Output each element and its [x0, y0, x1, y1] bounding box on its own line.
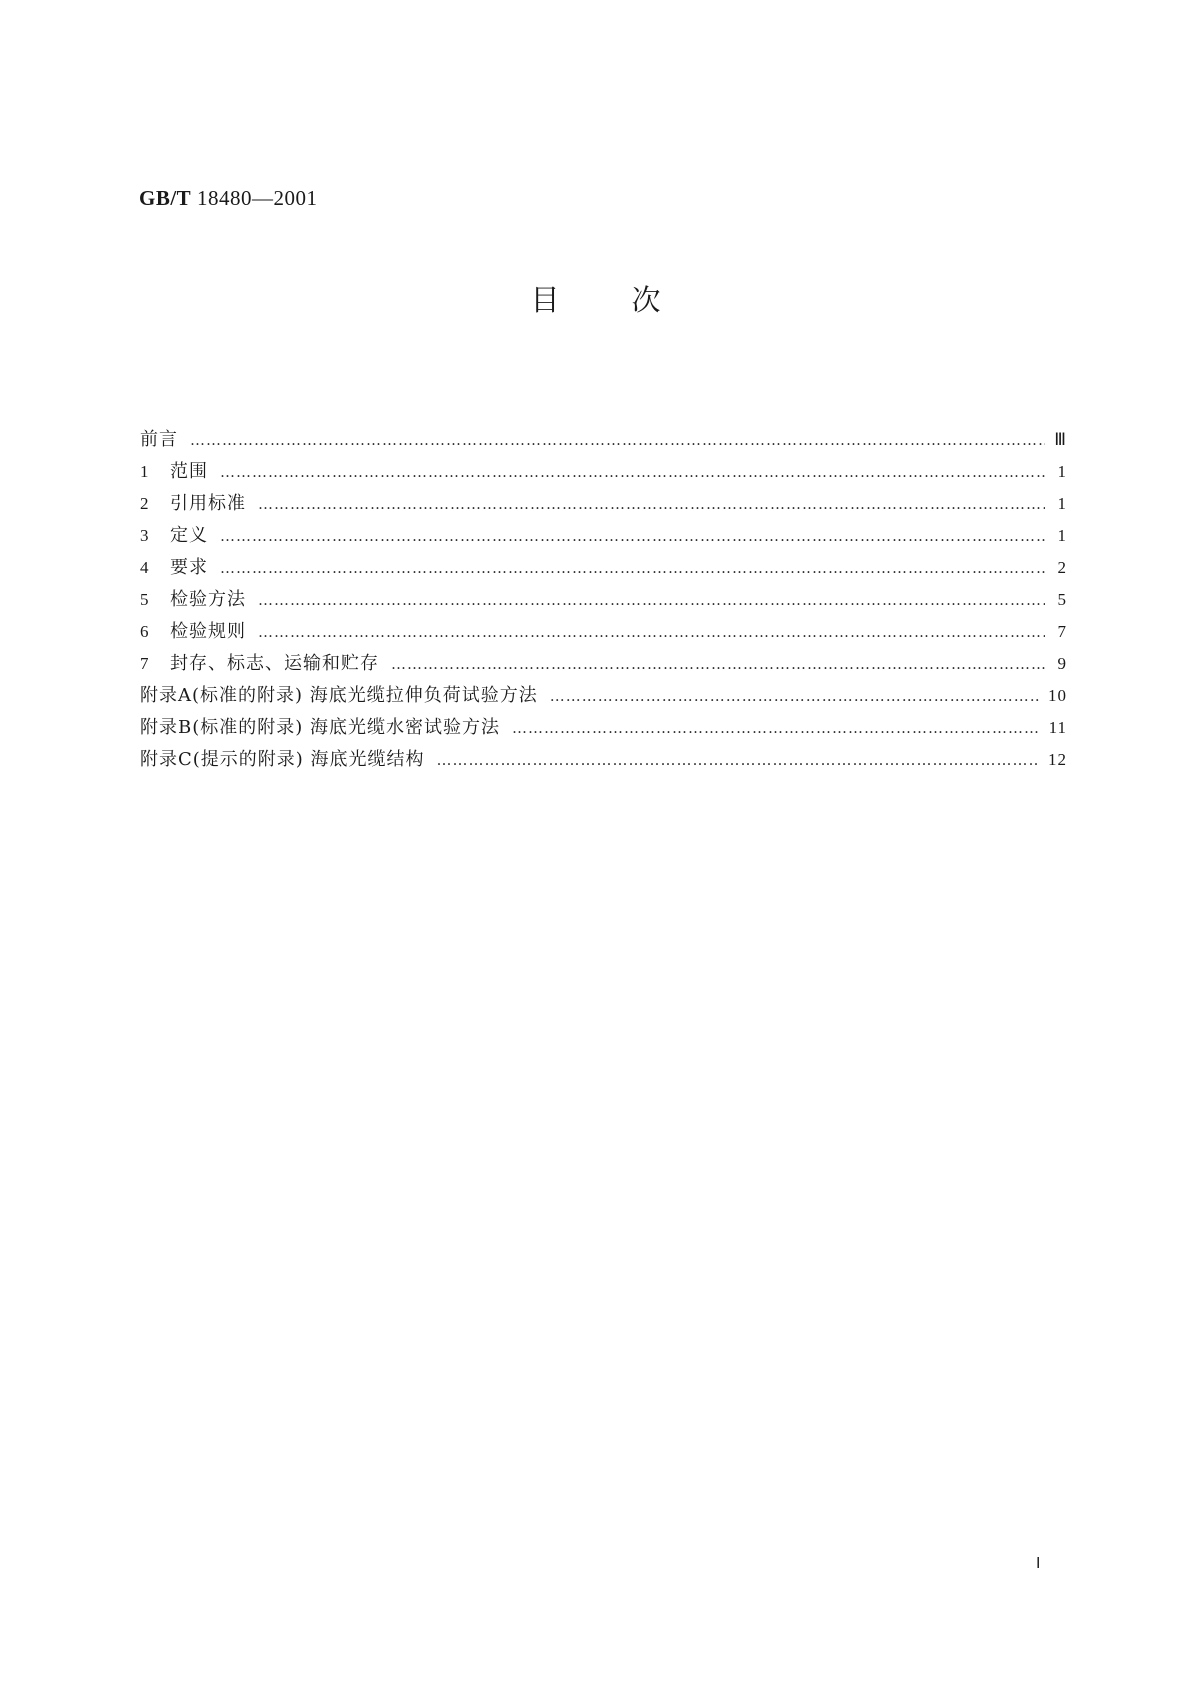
- toc-entry-4[interactable]: [140, 552, 1067, 584]
- toc-entry-label: 封存、标志、运输和贮存: [170, 653, 379, 674]
- toc-entry-page: 10: [1048, 686, 1067, 705]
- toc-leader-dots: [437, 744, 1040, 776]
- toc-entry-page: 1: [1057, 494, 1067, 513]
- toc-entry-appendix-b[interactable]: [140, 712, 1067, 744]
- toc-leader-dots: [258, 488, 1045, 520]
- toc-entry-page: 7: [1057, 622, 1067, 641]
- toc-entry-2[interactable]: [140, 488, 1067, 520]
- toc-entry-page: Ⅲ: [1054, 430, 1067, 449]
- toc-entry-label: 前言: [140, 429, 178, 450]
- table-of-contents: [140, 424, 1067, 776]
- toc-entry-label: 检验方法: [170, 589, 246, 610]
- toc-leader-dots: [391, 648, 1045, 680]
- toc-entry-5[interactable]: [140, 584, 1067, 616]
- toc-entry-page: 1: [1057, 526, 1067, 545]
- toc-entry-label: 附录B(标准的附录) 海底光缆水密试验方法: [140, 717, 500, 738]
- toc-leader-dots: [220, 520, 1045, 552]
- toc-entry-page: 1: [1057, 462, 1067, 481]
- toc-entry-number: 1: [140, 462, 150, 481]
- toc-entry-page: 2: [1057, 558, 1067, 577]
- toc-entry-6[interactable]: [140, 616, 1067, 648]
- toc-leader-dots: [550, 680, 1040, 712]
- toc-title: 目次: [530, 283, 733, 317]
- toc-leader-dots: [512, 712, 1041, 744]
- toc-entry-appendix-c[interactable]: [140, 744, 1067, 776]
- toc-entry-7[interactable]: [140, 648, 1067, 680]
- standard-prefix: GB/T: [139, 186, 192, 210]
- toc-entry-page: 9: [1057, 654, 1067, 673]
- toc-entry-page: 5: [1057, 590, 1067, 609]
- toc-entry-number: 6: [140, 622, 150, 641]
- toc-entry-label: 附录C(提示的附录) 海底光缆结构: [140, 749, 425, 770]
- toc-leader-dots: [258, 616, 1045, 648]
- standard-number: 18480—2001: [196, 186, 318, 210]
- toc-entry-label: 范围: [170, 461, 208, 482]
- toc-entry-number: 7: [140, 654, 150, 673]
- toc-leader-dots: [190, 424, 1045, 456]
- toc-entry-page: 11: [1048, 718, 1067, 737]
- toc-entry-number: 5: [140, 590, 150, 609]
- toc-entry-page: 12: [1048, 750, 1067, 769]
- toc-entry-number: 4: [140, 558, 150, 577]
- toc-entry-1[interactable]: [140, 456, 1067, 488]
- toc-entry-foreword[interactable]: [140, 424, 1067, 456]
- toc-entry-3[interactable]: [140, 520, 1067, 552]
- toc-entry-label: 引用标准: [170, 493, 246, 514]
- page-number: Ⅰ: [1036, 1556, 1041, 1572]
- toc-leader-dots: [220, 456, 1045, 488]
- toc-entry-number: 2: [140, 494, 150, 513]
- toc-entry-label: 附录A(标准的附录) 海底光缆拉伸负荷试验方法: [140, 685, 538, 706]
- toc-leader-dots: [258, 584, 1045, 616]
- toc-entry-number: 3: [140, 526, 150, 545]
- toc-leader-dots: [220, 552, 1045, 584]
- toc-entry-label: 检验规则: [170, 621, 246, 642]
- toc-entry-appendix-a[interactable]: [140, 680, 1067, 712]
- toc-entry-label: 定义: [170, 525, 208, 546]
- standard-code: [139, 186, 317, 211]
- toc-entry-label: 要求: [170, 557, 208, 578]
